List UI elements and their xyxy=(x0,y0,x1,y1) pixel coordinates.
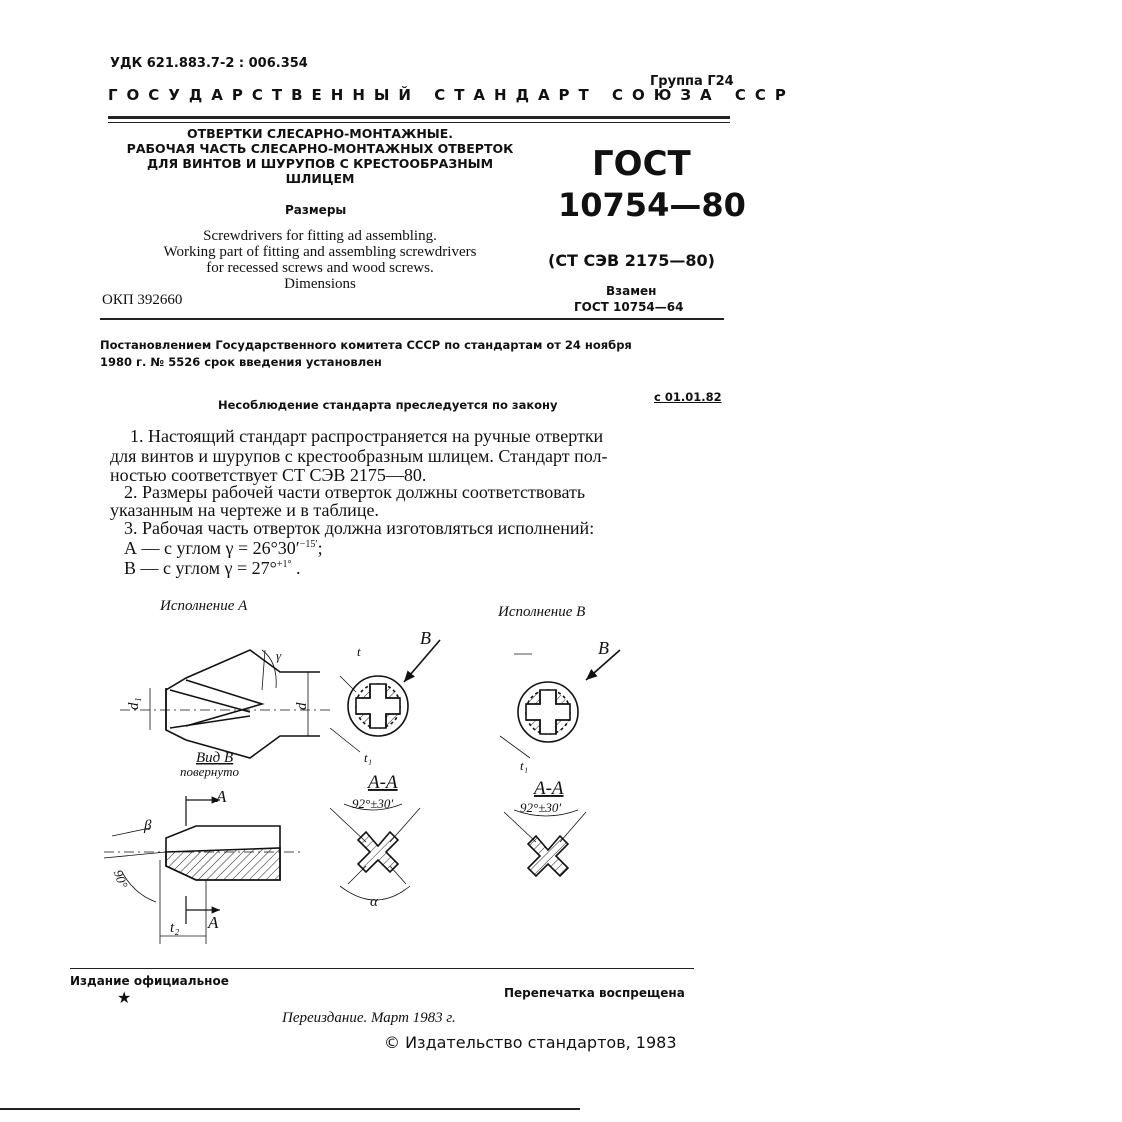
paragraph-3-line-1: 3. Рабочая часть отверток должна изготовляться исполнений: xyxy=(124,518,595,538)
effective-date: с 01.01.82 xyxy=(654,390,722,404)
exec-b-caption: Исполнение В xyxy=(498,604,586,620)
angle-gamma: γ xyxy=(276,648,282,663)
page-bottom-edge xyxy=(0,1108,580,1110)
rotated-label: повернуто xyxy=(180,764,240,779)
exec-a-caption: Исполнение А xyxy=(160,598,248,614)
group-label: Группа Г24 xyxy=(650,74,734,89)
paragraph-1-line-3: ностью соответствует СТ СЭВ 2175—80. xyxy=(110,465,427,485)
star-icon: ★ xyxy=(117,988,132,1007)
decree-line-2: 1980 г. № 5526 срок введения установлен xyxy=(100,355,382,369)
law-notice: Несоблюдение стандарта преследуется по закону xyxy=(218,398,558,412)
title-ru-sub: Размеры xyxy=(285,203,347,217)
dim-t2: t₂ xyxy=(170,920,180,936)
paragraph-2-line-1: 2. Размеры рабочей части отверток должны соответствовать xyxy=(124,482,586,502)
section-aa-label-b: А-А xyxy=(534,778,564,799)
title-en-line: for recessed screws and wood screws. xyxy=(206,260,434,276)
paragraph-3-exec-a: А — с углом $\gamma = 26^\circ 30'^{-15'}$; xyxy=(124,538,323,558)
dim-t1-a: t₁ xyxy=(364,750,373,765)
replaces-label: Взамен xyxy=(606,284,657,298)
exec-a-tolerance: −15′ xyxy=(299,539,318,550)
gost-label: ГОСТ xyxy=(592,144,691,184)
end-view-b xyxy=(500,650,620,758)
angle-92-b: 92°±30′ xyxy=(520,800,562,815)
end-view-a xyxy=(330,640,440,752)
title-en-line: Dimensions xyxy=(284,276,356,292)
gost-number: 10754—80 xyxy=(558,186,746,224)
paragraph-1-line-1: 1. Настоящий стандарт распространяется на ручные отвертки xyxy=(130,426,604,446)
exec-a-text: А — с углом γ = 26°30′ xyxy=(124,538,300,558)
reprint-ban: Перепечатка воспрещена xyxy=(504,986,685,1000)
view-b-label: Вид В xyxy=(196,750,234,766)
state-standard-banner: ГОСУДАРСТВЕННЫЙ СТАНДАРТ СОЮЗА ССР xyxy=(108,86,795,104)
angle-alpha: α xyxy=(370,894,378,910)
copyright: © Издательство стандартов, 1983 xyxy=(384,1033,677,1052)
exec-b-text: В — с углом γ = 27° xyxy=(124,558,277,578)
dim-t1-b: t₁ xyxy=(520,758,529,773)
view-b-arrow-label-b: В xyxy=(598,638,609,658)
angle-90: 90° xyxy=(110,867,132,890)
title-en-line: Working part of fitting and assembling screwdrivers xyxy=(163,244,477,260)
dim-d1: d₁ xyxy=(126,697,142,710)
view-b-arrow-label-a: В xyxy=(420,628,431,648)
paragraph-1-line-2: для винтов и шурупов с крестообразным шлицем. Стандарт пол- xyxy=(110,446,608,466)
title-ru-line: РАБОЧАЯ ЧАСТЬ СЛЕСАРНО-МОНТАЖНЫХ ОТВЕРТОК xyxy=(126,141,514,156)
title-en-line: Screwdrivers for fitting ad assembling. xyxy=(203,228,437,244)
title-ru-line: ОТВЕРТКИ СЛЕСАРНО-МОНТАЖНЫЕ. xyxy=(186,126,454,141)
angle-beta: β xyxy=(144,818,152,834)
dim-d: d xyxy=(294,702,310,710)
paragraph-2-line-2: указанным на чертеже и в таблице. xyxy=(110,500,379,520)
dim-t: t xyxy=(357,644,361,659)
decree-line-1: Постановлением Государственного комитета СССР по стандартам от 24 ноября xyxy=(100,338,632,352)
okp-code: ОКП 392660 xyxy=(102,292,183,308)
cmea-number: (СТ СЭВ 2175—80) xyxy=(548,251,715,270)
section-aa-label-a: А-А xyxy=(368,772,398,793)
udk-code: УДК 621.883.7-2 : 006.354 xyxy=(110,56,308,71)
section-mark-a-top: А xyxy=(216,787,227,806)
section-aa-a xyxy=(330,804,420,900)
official-edition: Издание официальное xyxy=(70,974,229,988)
section-aa-b xyxy=(504,810,586,876)
paragraph-3-exec-b: В — с углом γ = 27°$^{+1^\circ}$ . xyxy=(124,558,301,578)
footer-rule xyxy=(70,968,694,969)
replaces-gost: ГОСТ 10754—64 xyxy=(574,300,684,314)
angle-92-a: 92°±30′ xyxy=(352,796,394,811)
title-ru-line: ДЛЯ ВИНТОВ И ШУРУПОВ С КРЕСТООБРАЗНЫМ xyxy=(146,156,494,171)
title-ru-line: ШЛИЦЕМ xyxy=(285,171,355,186)
reissue-note: Переиздание. Март 1983 г. xyxy=(282,1010,456,1026)
tip-longitudinal-section xyxy=(104,796,300,944)
exec-b-tolerance: +1° xyxy=(276,559,292,570)
section-mark-a-bottom: А xyxy=(208,913,219,932)
